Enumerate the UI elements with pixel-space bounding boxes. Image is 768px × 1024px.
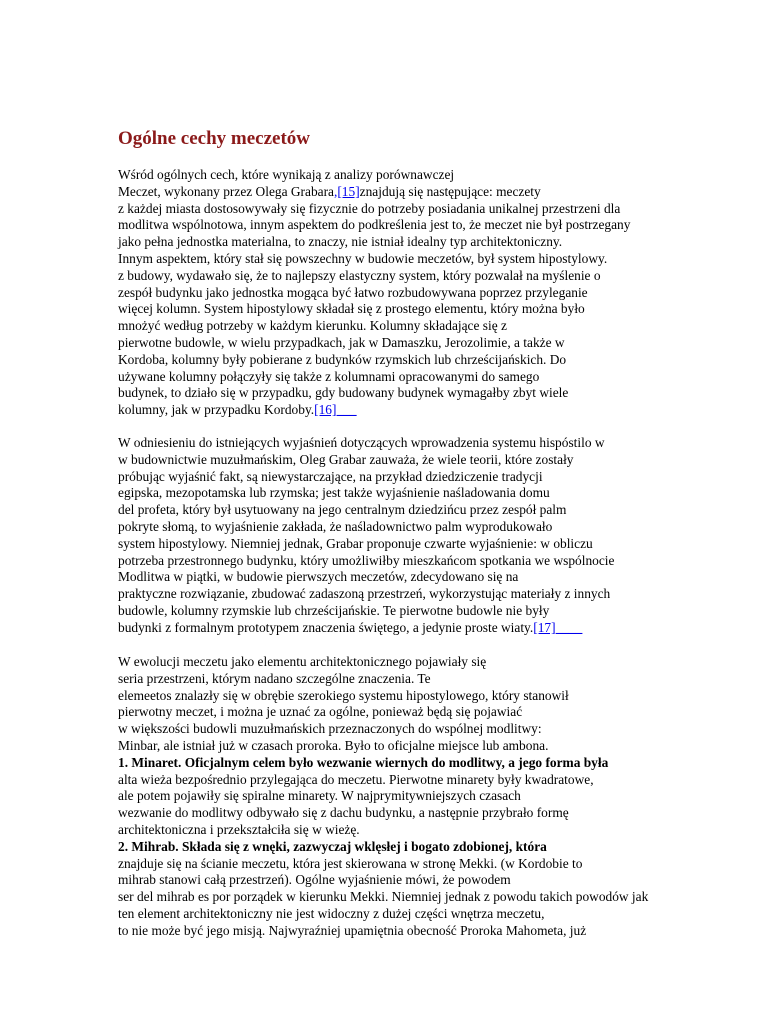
text-line: Modlitwa w piątki, w budowie pierwszych meczetów, zdecydowano się na <box>118 569 519 585</box>
text-line: z każdej miasta dostosowywały się fizycznie do potrzeby posiadania unikalnej przestrzeni dla <box>118 200 621 216</box>
text-line: zespół budynku jako jednostka mogąca być łatwo rozbudowywana poprzez przyleganie <box>118 284 588 300</box>
text-line <box>118 184 630 201</box>
text-line-bold: 2. Mihrab. Składa się z wnęki, zazwyczaj wklęsłej i bogato zdobionej, która <box>118 838 547 854</box>
text-segment: budynki z formalnym prototypem znaczenia świętego, a jedynie proste wiaty. <box>118 619 534 635</box>
text-line: del profeta, który był usytuowany na jego centralnym dziedzińcu przez zespół palm <box>118 502 567 518</box>
text-line: budowle, kolumny rzymskie lub chrześcijańskie. Te pierwotne budowle nie były <box>118 602 550 618</box>
text-segment: Meczet, wykonany przez Olega Grabara <box>118 183 334 199</box>
text-line: alta wieża bezpośrednio przylegająca do meczetu. Pierwotne minarety były kwadratowe, <box>118 771 594 787</box>
paragraph-2 <box>118 435 614 637</box>
paragraph-1 <box>118 167 630 419</box>
text-line: używane kolumny połączyły się także z kolumnami opracowanymi do samego <box>118 368 540 384</box>
section-heading: Ogólne cechy meczetów <box>118 128 311 149</box>
text-line: ser del mihrab es por porządek w kierunku Mekki. Niemniej jednak z powodu takich powodów jak <box>118 889 649 905</box>
text-line-bold: 1. Minaret. Oficjalnym celem było wezwanie wiernych do modlitwy, a jego forma była <box>118 754 609 770</box>
paragraph-3 <box>118 654 648 940</box>
text-line: Minbar, ale istniał już w czasach proroka. Było to oficjalne miejsce lub ambona. <box>118 737 549 753</box>
text-line: znajduje się na ścianie meczetu, która jest skierowana w stronę Mekki. (w Kordobie to <box>118 855 583 871</box>
text-line: budynek, to działo się w przypadku, gdy budowany budynek wymagałby zbyt wiele <box>118 385 569 401</box>
text-line: egipska, mezopotamska lub rzymska; jest także wyjaśnienie naśladowania domu <box>118 485 550 501</box>
text-line: w budownictwie muzułmańskim, Oleg Grabar zauważa, że wiele teorii, które zostały <box>118 451 574 467</box>
text-line: Kordoba, kolumny były pobierane z budynków rzymskich lub chrześcijańskich. Do <box>118 351 567 367</box>
text-line: pokryte słomą, to wyjaśnienie zakłada, że naśladownictwo palm wyprodukowało <box>118 518 553 534</box>
text-line: system hipostylowy. Niemniej jednak, Grabar proponuje czwarte wyjaśnienie: w obliczu <box>118 535 593 551</box>
footnote-link-15[interactable]: ,[15] <box>334 183 360 199</box>
text-line: modlitwa wspólnotowa, innym aspektem do podkreślenia jest to, że meczet nie był postrzegany <box>118 217 631 233</box>
text-line: to nie może być jego misją. Najwyraźniej upamiętnia obecność Proroka Mahometa, już <box>118 922 587 938</box>
footnote-link-17[interactable]: [17]____ <box>533 619 583 635</box>
text-line: pierwotne budowle, w wielu przypadkach, jak w Damaszku, Jerozolimie, a także w <box>118 334 565 350</box>
text-line: mnożyć według potrzeby w każdym kierunku. Kolumny składające się z <box>118 318 507 334</box>
text-line: W ewolucji meczetu jako elementu architektonicznego pojawiały się <box>118 654 487 669</box>
text-line: pierwotny meczet, i można je uznać za ogólne, ponieważ będą się pojawiać <box>118 704 523 720</box>
text-line: seria przestrzeni, którym nadano szczególne znaczenia. Te <box>118 670 431 686</box>
text-line: z budowy, wydawało się, że to najlepszy elastyczny system, który pozwalał na myślenie o <box>118 267 601 283</box>
text-line: praktyczne rozwiązanie, zbudować zadaszoną przestrzeń, wykorzystując materiały z innych <box>118 586 611 602</box>
text-line: ten element architektoniczny nie jest widoczny z dużej części wnętrza meczetu, <box>118 905 545 921</box>
text-line: wezwanie do modlitwy odbywało się z dachu budynku, a następnie przybrało formę <box>118 805 569 821</box>
text-line: Innym aspektem, który stał się powszechny w budowie meczetów, był system hipostylowy. <box>118 250 608 266</box>
text-line <box>118 620 614 637</box>
text-line: próbując wyjaśnić fakt, są niewystarczające, na przykład dziedziczenie tradycji <box>118 468 543 484</box>
text-line: elemeetos znalazły się w obrębie szerokiego systemu hipostylowego, który stanowił <box>118 687 569 703</box>
text-line: W odniesieniu do istniejących wyjaśnień dotyczących wprowadzenia systemu hispóstilo w <box>118 435 605 450</box>
footnote-link-16[interactable]: [16]___ <box>314 402 357 418</box>
text-line: jako pełna jednostka materialna, to znaczy, nie istniał idealny typ architektoniczny. <box>118 234 563 250</box>
text-line: potrzeba przestronnego budynku, który umożliwiłby mieszkańcom spotkania we wspólnocie <box>118 552 615 568</box>
text-line <box>118 402 630 419</box>
text-segment: kolumny, jak w przypadku Kordoby. <box>118 402 315 418</box>
text-line: architektoniczna i przekształciła się w wieżę. <box>118 821 360 837</box>
text-segment: znajdują się następujące: meczety <box>359 183 541 199</box>
text-line: Wśród ogólnych cech, które wynikają z analizy porównawczej <box>118 167 455 182</box>
text-line: w większości budowli muzułmańskich przeznaczonych do wspólnej modlitwy: <box>118 721 542 737</box>
text-line: ale potem pojawiły się spiralne minarety. W najprymitywniejszych czasach <box>118 788 521 804</box>
text-line: więcej kolumn. System hipostylowy składał się z prostego elementu, który można było <box>118 301 585 317</box>
text-line: mihrab stanowi całą przestrzeń). Ogólne wyjaśnienie mówi, że powodem <box>118 872 511 888</box>
